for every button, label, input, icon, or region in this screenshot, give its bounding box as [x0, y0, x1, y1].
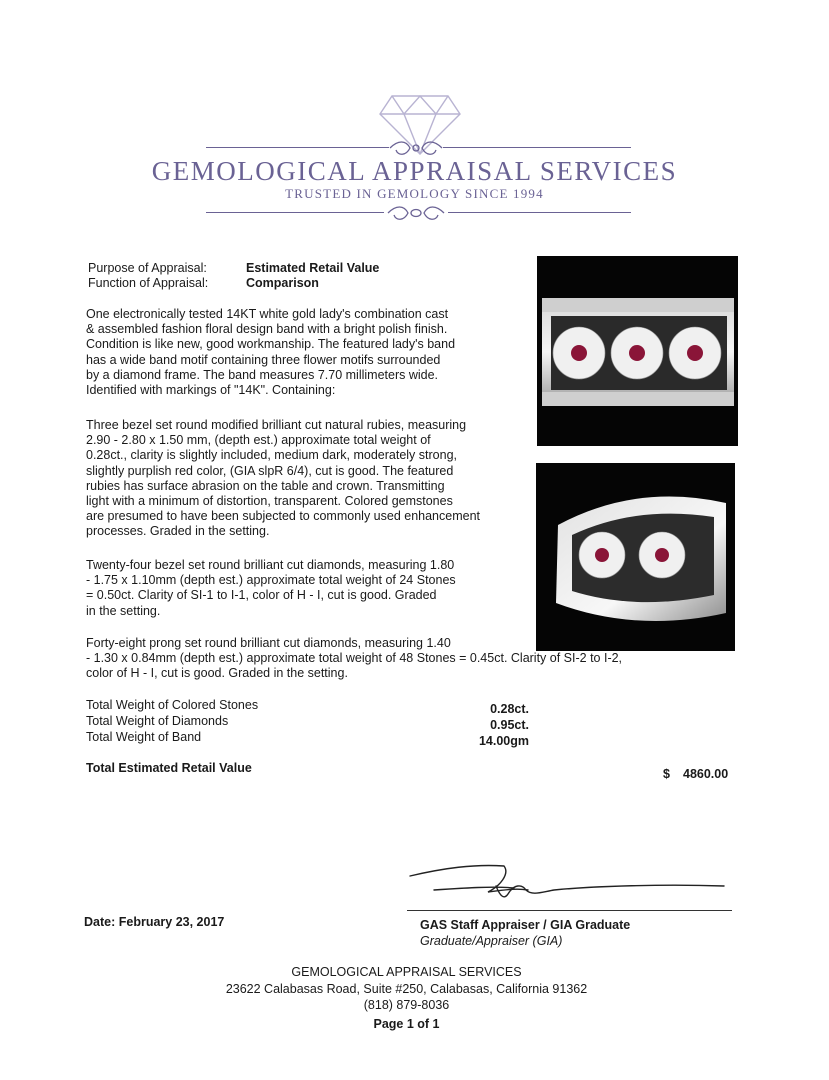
company-name: GEMOLOGICAL APPRAISAL SERVICES — [151, 156, 678, 186]
purpose-label: Purpose of Appraisal: — [88, 261, 207, 275]
total-colored-stones-label: Total Weight of Colored Stones — [86, 698, 259, 712]
footer-address: 23622 Calabasas Road, Suite #250, Calabasas, California 91362 — [225, 982, 588, 996]
company-tagline: TRUSTED IN GEMOLOGY SINCE 1994 — [285, 186, 544, 201]
ring-front-image — [537, 256, 738, 446]
description-paragraph: One electronically tested 14KT white gold lady's combination cast & assembled fashion floral design band with a bright polish finish. Condition is like new, good workmanship. The featured lady's band has a wide band motif containing three flower motifs surrounded by a diamond frame. The band measures 7.70 millimeters wide. Identified with markings of "14K". Containing: — [86, 307, 456, 398]
retail-value-amount: 4860.00 — [683, 767, 729, 781]
flourish-ornament-icon — [384, 202, 448, 224]
ring-photo-angle — [536, 463, 735, 651]
flourish-ornament-icon — [388, 138, 444, 158]
function-value: Comparison — [246, 276, 319, 290]
purpose-value: Estimated Retail Value — [246, 261, 380, 275]
ring-photo-front — [537, 256, 738, 446]
appraiser-subtitle: Graduate/Appraiser (GIA) — [420, 934, 563, 948]
total-colored-stones-value: 0.28ct. — [490, 702, 529, 716]
ring-angle-image — [536, 463, 735, 651]
appraiser-signature-icon — [404, 856, 734, 916]
header-rule-bottom-left — [206, 212, 384, 213]
appraisal-date: Date: February 23, 2017 — [84, 915, 225, 929]
total-diamonds-label: Total Weight of Diamonds — [86, 714, 229, 728]
ruby-paragraph: Three bezel set round modified brilliant cut natural rubies, measuring 2.90 - 2.80 x 1.50 mm, (depth est.) approximate total weight of 0.28ct., clarity is slightly included, medium dark, moderately strong, slightly purplish red color, (GIA slpR 6/4), cut is good. The featured rubies has surface abrasion on the table and crown. Transmitting light with a minimum of distortion, transparent. Colored gemstones are presumed to have been subjected to commonly used enhancement processes. Graded in the setting. — [86, 418, 480, 539]
appraiser-title: GAS Staff Appraiser / GIA Graduate — [420, 918, 631, 932]
total-band-value: 14.00gm — [478, 734, 529, 748]
function-label: Function of Appraisal: — [88, 276, 209, 290]
diamond-bezel-paragraph: Twenty-four bezel set round brilliant cut diamonds, measuring 1.80 - 1.75 x 1.10mm (depth est.) approximate total weight of 24 Stones = 0.50ct. Clarity of SI-1 to I-1, color of H - I, cut is good. Graded in the setting. — [86, 558, 456, 618]
header-rule-bottom-right — [448, 212, 631, 213]
diamond-prong-paragraph: Forty-eight prong set round brilliant cut diamonds, measuring 1.40 - 1.30 x 0.84mm (depth est.) approximate total weight of 48 Stones = 0.45ct. Clarity of SI-2 to I-2, color of H - I, cut is good. Graded in the setting. — [86, 636, 623, 681]
total-diamonds-value: 0.95ct. — [490, 718, 529, 732]
page-number: Page 1 of 1 — [373, 1017, 440, 1031]
header-rule-top-left — [206, 147, 389, 148]
footer-company: GEMOLOGICAL APPRAISAL SERVICES — [291, 965, 522, 979]
footer-phone: (818) 879-8036 — [363, 998, 450, 1012]
header-rule-top-right — [443, 147, 631, 148]
currency-symbol: $ — [663, 767, 670, 781]
total-band-label: Total Weight of Band — [86, 730, 202, 744]
retail-value-label: Total Estimated Retail Value — [86, 761, 252, 775]
signature-line — [407, 910, 732, 911]
